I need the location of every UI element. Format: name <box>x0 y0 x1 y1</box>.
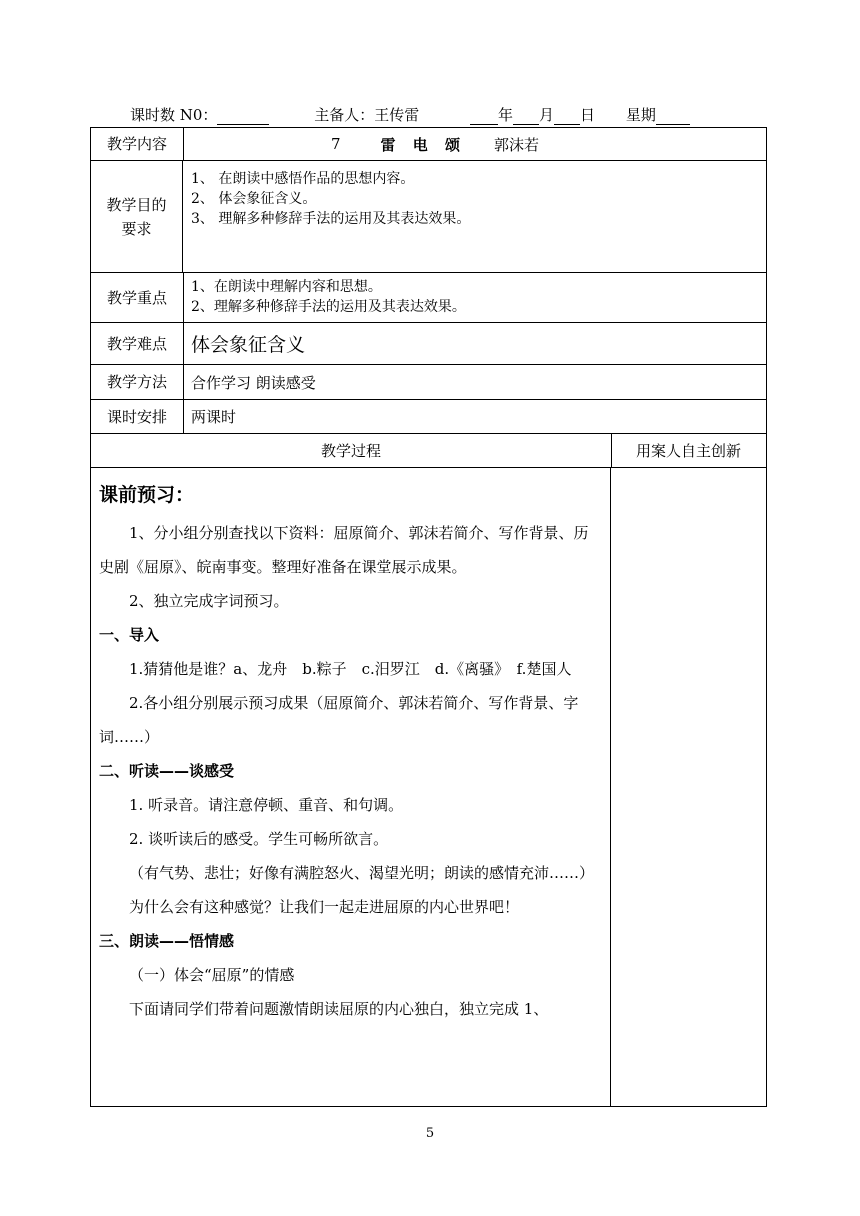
page-number: 5 <box>425 1126 435 1141</box>
lesson-count-label: 课时数 N0： <box>130 106 218 124</box>
weekday-blank <box>656 108 690 125</box>
preview-title: 课前预习： <box>99 484 195 506</box>
lesson-plan-table <box>90 127 767 1107</box>
preview-paragraph-1: 1、分小组分别查找以下资料：屈原简介、郭沫若简介、写作背景、历史剧《屈原》、皖南事变。整理好准备在课堂展示成果。 <box>99 524 589 576</box>
teaching-content-cell <box>183 128 766 160</box>
key-points-cell <box>183 273 766 322</box>
label-teaching-content: 教学内容 <box>91 128 184 160</box>
section-3-paragraph-2: 下面请同学们带着问题激情朗读屈原的内心独白，独立完成 1、 <box>129 1000 549 1018</box>
process-body <box>91 468 766 1106</box>
schedule-value: 两课时 <box>191 408 237 426</box>
method-value: 合作学习 朗读感受 <box>191 373 316 392</box>
month-label: 月 <box>539 106 555 124</box>
section-1-paragraph-2: 2.各小组分别展示预习成果（屈原简介、郭沫若简介、写作背景、字词……） <box>99 694 579 746</box>
section-2-paragraph-4: 为什么会有这种感觉？让我们一起走进屈原的内心世界吧！ <box>129 898 520 916</box>
row-key-points <box>91 273 766 323</box>
year-blank <box>470 108 498 125</box>
label-method: 教学方法 <box>91 365 184 399</box>
lesson-author: 郭沫若 <box>494 135 540 154</box>
process-content <box>91 468 611 1106</box>
label-objectives: 教学目的要求 <box>91 161 183 272</box>
method-cell <box>183 365 766 399</box>
lesson-title: 雷 电 颂 <box>380 135 466 154</box>
section-1-title: 一、导入 <box>99 626 160 644</box>
section-3-paragraph-1: （一）体会“屈原”的情感 <box>129 966 295 984</box>
objective-item: 3、 理解多种修辞手法的运用及其表达效果。 <box>191 211 471 227</box>
objective-item: 1、 在朗读中感悟作品的思想内容。 <box>191 171 415 187</box>
process-header: 教学过程 <box>91 434 612 467</box>
row-difficulty <box>91 323 766 365</box>
key-point-item: 2、理解多种修辞手法的运用及其表达效果。 <box>191 299 466 315</box>
row-method <box>91 365 766 400</box>
key-points-list <box>183 273 766 317</box>
month-blank <box>513 108 539 125</box>
schedule-cell <box>183 400 766 433</box>
lesson-topic <box>183 128 766 160</box>
objectives-list <box>183 161 766 229</box>
row-objectives <box>91 161 766 273</box>
label-difficulty: 教学难点 <box>91 323 184 364</box>
objectives-cell <box>183 161 766 272</box>
lesson-number: 7 <box>331 135 341 153</box>
section-2-paragraph-2: 2. 谈听读后的感受。学生可畅所欲言。 <box>129 830 389 848</box>
innovation-header: 用案人自主创新 <box>635 442 741 460</box>
preparer-label: 主备人：王传雷 <box>314 106 420 124</box>
label-key-points: 教学重点 <box>91 273 184 322</box>
row-teaching-content <box>91 128 766 161</box>
weekday-label: 星期 <box>625 106 656 124</box>
section-3-title: 三、朗读——悟情感 <box>99 932 235 950</box>
label-schedule: 课时安排 <box>91 400 184 433</box>
day-label: 日 <box>580 106 596 124</box>
difficulty-value: 体会象征含义 <box>191 334 306 356</box>
difficulty-cell <box>183 323 766 364</box>
date-field <box>470 104 690 125</box>
row-schedule <box>91 400 766 434</box>
section-2-title: 二、听读——谈感受 <box>99 762 235 780</box>
lesson-header <box>130 104 750 125</box>
key-point-item: 1、在朗读中理解内容和思想。 <box>191 279 382 295</box>
day-blank <box>554 108 580 125</box>
innovation-column <box>611 468 766 1106</box>
section-2-paragraph-1: 1. 听录音。请注意停顿、重音、和句调。 <box>129 796 404 814</box>
lesson-count-blank <box>217 108 269 125</box>
row-process-header <box>91 434 766 468</box>
section-2-paragraph-3: （有气势、悲壮；好像有满腔怒火、渴望光明；朗读的感情充沛……） <box>129 864 595 882</box>
objective-item: 2、 体会象征含义。 <box>191 191 317 207</box>
year-label: 年 <box>498 106 514 124</box>
preview-paragraph-2: 2、独立完成字词预习。 <box>129 592 289 610</box>
section-1-paragraph-1: 1.猜猜他是谁？a、龙舟 b.粽子 c.汨罗江 d.《离骚》 f.楚国人 <box>129 660 572 678</box>
